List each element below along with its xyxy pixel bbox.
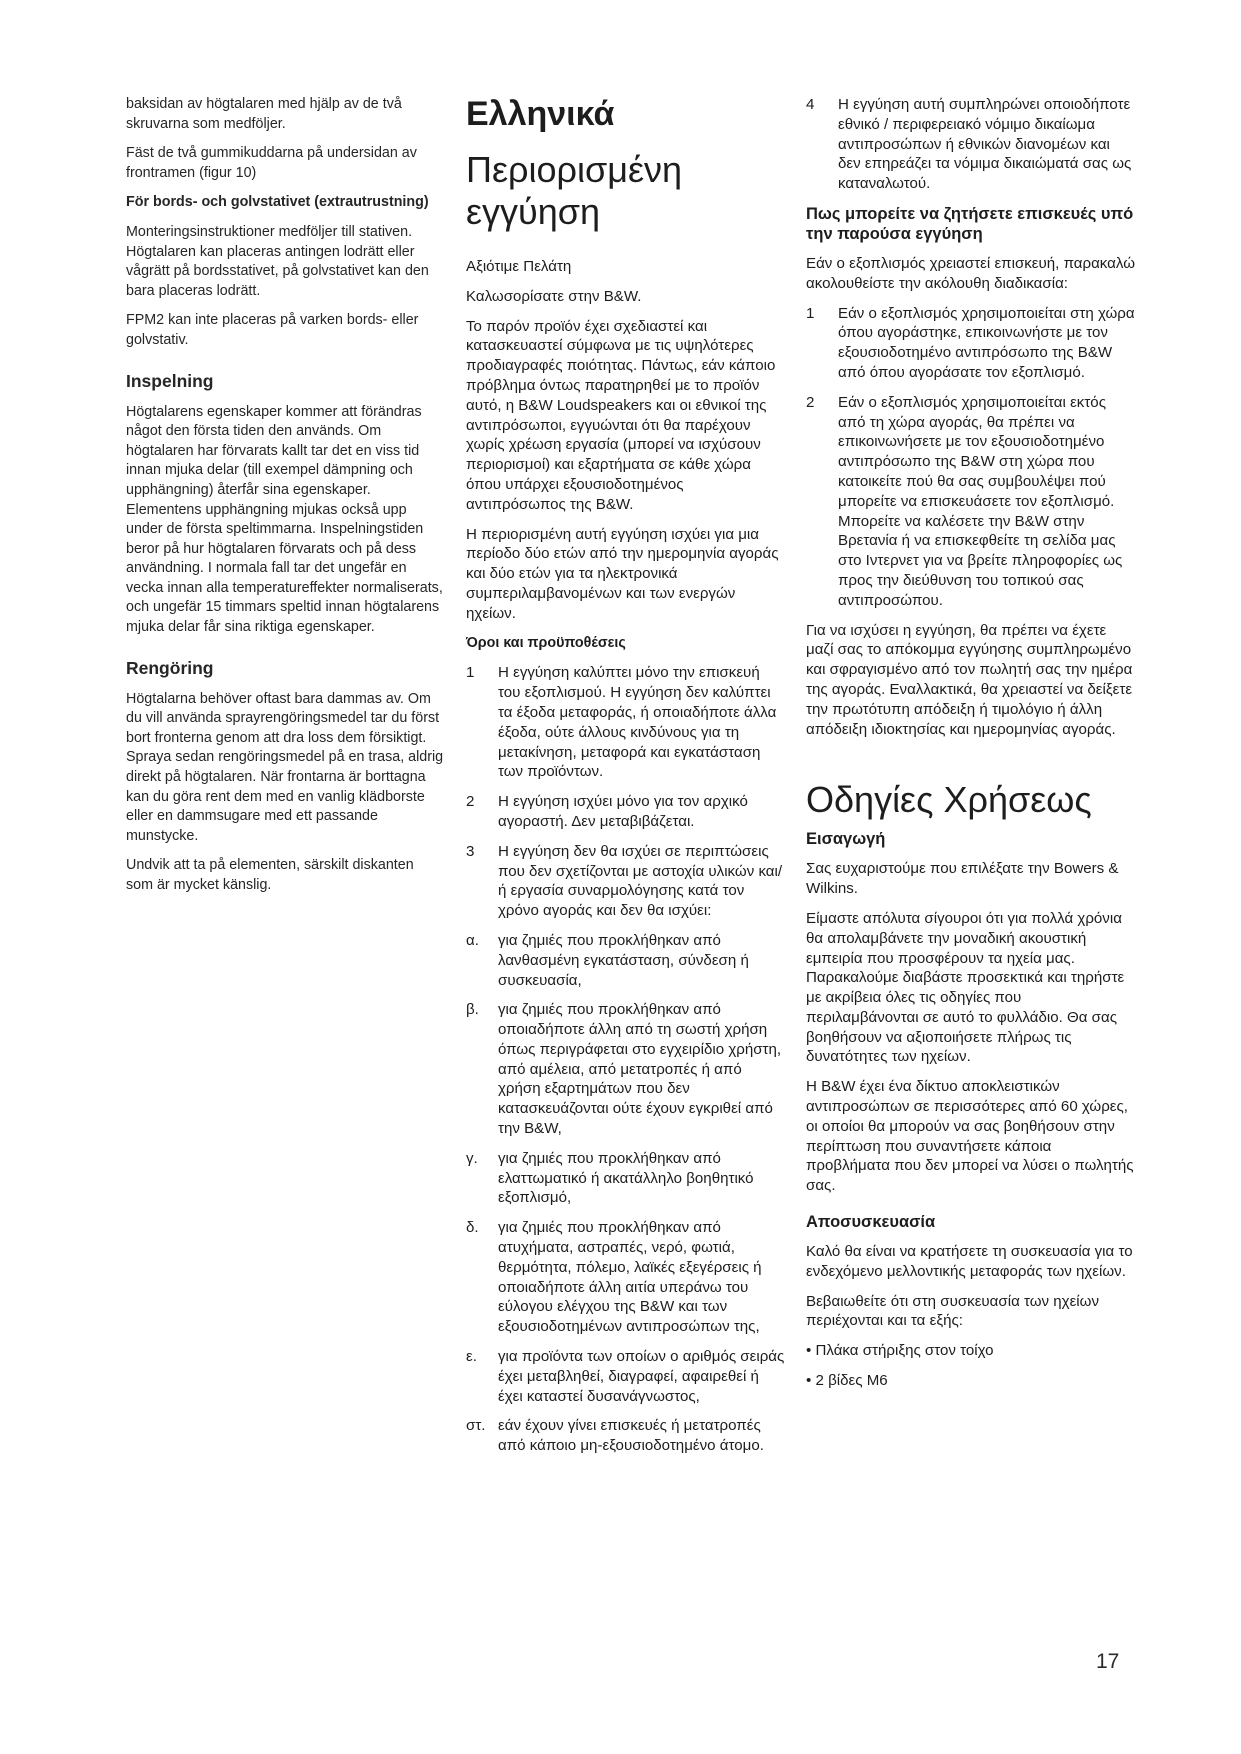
bullet-item: • Πλάκα στήριξης στον τοίχο <box>806 1342 994 1360</box>
language-heading: Ελληνικά <box>466 95 615 133</box>
list-item <box>466 792 786 832</box>
paragraph: Είμαστε απόλυτα σίγουροι ότι για πολλά χρόνια θα απολαμβάνετε την μοναδική ακουστική εμπειρία που προσφέρουν τα ηχεία μας. Παρακαλούμε διαβάστε προσεκτικά και τηρήστε με ακρίβεια όλες τις οδηγίες που περιλαμβάνονται σε αυτό το φυλλάδιο. Θα σας βοηθήσουν να αξιοποιήσετε πλήρως τις δυνατότητες των ηχείων. <box>806 909 1125 1066</box>
list-item <box>466 1416 786 1456</box>
paragraph: Undvik att ta på elementen, särskilt diskanten som är mycket känslig. <box>126 857 414 893</box>
paragraph: FPM2 kan inte placeras på varken bords- eller golvstativ. <box>126 312 419 348</box>
list-item <box>806 393 1136 611</box>
subheading-terms: Όροι και προϋποθέσεις <box>466 634 626 651</box>
item-text: εάν έχουν γίνει επισκευές ή μετατροπές από κάποιο μη-εξουσιοδοτημένο άτομο. <box>498 1417 764 1455</box>
item-text: Εάν ο εξοπλισμός χρησιμοποιείται στη χώρα όπου αγοράστηκε, επικοινωνήστε με τον εξουσιοδοτημένο αντιπρόσωπο της B&W από όπου αγοράσατε τον εξοπλισμό. <box>838 304 1135 381</box>
item-letter: α. <box>466 931 479 949</box>
list-item <box>466 842 786 921</box>
list-item <box>466 1149 786 1208</box>
paragraph: Högtalarens egenskaper kommer att förändras något den första tiden den används. Om högtalaren har förvarats kallt tar det en viss tid innan mjuka delar (till exempel dämpning och upphängning) återfår sina egenskaper. Elementens upphängning mjukas också upp under de första speltimmarna. Inspelningstiden beror på hur högtalaren förvarats och på dess användning. I normala fall tar det ungefär en vecka innan alla temperatureffekter normaliserats, och ungefär 15 timmars speltid innan högtalarens mjuka delar får sina riktiga egenskaper. <box>126 403 443 636</box>
list-item <box>806 95 1136 194</box>
item-text: Η εγγύηση δεν θα ισχύει σε περιπτώσεις που δεν σχετίζονται με αστοχία υλικών και/ή εργασία συναρμολόγησης κατά τον χρόνο αγοράς και δεν θα ισχύει: <box>498 842 783 920</box>
subheading-repairs: Πως μπορείτε να ζητήσετε επισκευές υπό την παρούσα εγγύηση <box>806 204 1134 243</box>
item-letter: β. <box>466 1001 479 1019</box>
paragraph: Fäst de två gummikuddarna på undersidan av frontramen (figur 10) <box>126 145 417 181</box>
item-text: Εάν ο εξοπλισμός χρησιμοποιείται εκτός από τη χώρα αγοράς, θα πρέπει να επικοινωνήσετε με τον εξουσιοδοτημένο αντιπρόσωπο της B&W στη χώρα που κατοικείτε πού θα σας συμβουλέψει πού μπορείτε να επισκευάσετε τον εξοπλισμό. Μπορείτε να καλέσετε την B&W στην Βρετανία ή να επισκεφθείτε τη σελίδα μας στο Ιντερνετ για να βρείτε πληροφορίες ως προς την διεύθυνση του τοπικού σας αντιπροσώπου. <box>838 393 1123 609</box>
item-number: 1 <box>466 664 475 682</box>
paragraph: Εάν ο εξοπλισμός χρειαστεί επισκευή, παρακαλώ ακολουθείστε την ακόλουθη διαδικασία: <box>806 254 1135 292</box>
item-number: 1 <box>806 304 815 322</box>
list-item <box>806 304 1136 383</box>
paragraph: Η B&W έχει ένα δίκτυο αποκλειστικών αντιπροσώπων σε περισσότερες από 60 χώρες, οι οποίοι θα μπορούν να σας βοηθήσουν στην περίπτωση που συναντήσετε κάποια προβλήματα που δεν μπορεί να λύσει ο πωλητής σας. <box>806 1078 1134 1195</box>
subheading-stativ: För bords- och golvstativet (extrautrustning) <box>126 194 429 211</box>
subheading-unpacking: Αποσυσκευασία <box>806 1213 936 1232</box>
item-letter: ε. <box>466 1348 477 1366</box>
paragraph: Καλωσορίσατε στην B&W. <box>466 287 642 305</box>
list-item <box>466 1000 786 1139</box>
paragraph: Αξιότιμε Πελάτη <box>466 258 572 275</box>
section-title-warranty: Περιορισμένη εγγύηση <box>466 149 683 232</box>
paragraph: Η περιορισμένη αυτή εγγύηση ισχύει για μια περίοδο δύο ετών από την ημερομηνία αγοράς και δύο ετών για τα ηλεκτρονικά συμπεριλαμβανομένων και των ενεργών ηχείων. <box>466 525 779 622</box>
swedish-column <box>126 95 444 906</box>
greek-warranty-column <box>466 95 786 1466</box>
page-number: 17 <box>1096 1650 1120 1673</box>
item-number: 2 <box>466 793 475 811</box>
heading-inspelning: Inspelning <box>126 370 214 391</box>
item-text: Η εγγύηση αυτή συμπληρώνει οποιοδήποτε εθνικό / περιφερειακό νόμιμο δικαίωμα αντιπροσώπων ή εθνικών διανομέων και δεν επηρεάζει τα νόμιμα δικαιώματά σας ως καταναλωτού. <box>838 96 1132 193</box>
paragraph: Το παρόν προϊόν έχει σχεδιαστεί και κατασκευαστεί σύμφωνα με τις υψηλότερες προδιαγραφές ποιότητας. Πάντως, εάν κάποιο πρόβλημα όντως παρατηρηθεί με το προϊόν αυτό, η B&W Loudspeakers και οι εθνικοί της αντιπρόσωποι, εγγυώνται ότι θα παρέχουν χωρίς χρέωση εργασία (μπορεί να ισχύσουν περιορισμοί) και εξαρτήματα σε κάθε χώρα όπου υπάρχει εξουσιοδοτημένος αντιπρόσωπος της B&W. <box>466 317 776 513</box>
heading-rengoring: Rengöring <box>126 657 214 678</box>
paragraph: baksidan av högtalaren med hjälp av de två skruvarna som medföljer. <box>126 96 402 132</box>
paragraph: Καλό θα είναι να κρατήσετε τη συσκευασία για το ενδεχόμενο μελλοντικής μεταφοράς των ηχείων. <box>806 1243 1133 1280</box>
item-letter: δ. <box>466 1219 479 1237</box>
item-text: για ζημιές που προκλήθηκαν από οποιαδήποτε άλλη από τη σωστή χρήση όπως περιγράφεται στο εγχειρίδιο χρήστη, από αμέλεια, από μετατροπές ή από χρήση εξαρτημάτων που δεν κατασκευάζονται ούτε έχουν εγκριθεί από την B&W, <box>498 1001 782 1138</box>
greek-instructions-column <box>806 95 1136 1401</box>
paragraph: Monteringsinstruktioner medföljer till stativen. Högtalaren kan placeras antingen lodrätt eller vågrätt på bordsstativet, på golvstativet kan den bara placeras lodrätt. <box>126 223 429 299</box>
list-item <box>466 1347 786 1406</box>
item-text: για ζημιές που προκλήθηκαν από ατυχήματα, αστραπές, νερό, φωτιά, θερμότητα, πόλεμο, λαϊκές εξεγέρσεις ή οποιαδήποτε άλλη αιτία υπεράνω του εύλογου ελέγχου της B&W και των εξουσιοδοτημένων αντιπροσώπων της, <box>498 1219 762 1336</box>
item-number: 3 <box>466 842 475 860</box>
section-title-instructions: Οδηγίες Χρήσεως <box>806 779 1092 821</box>
item-text: Η εγγύηση καλύπτει μόνο την επισκευή του εξοπλισμού. Η εγγύηση δεν καλύπτει τα έξοδα μεταφοράς, ή οποιαδήποτε άλλα έξοδα, ούτε άλλους κινδύνους για τη μετακίνηση, μεταφορά και εγκατάσταση των προϊόντων. <box>498 664 777 781</box>
paragraph: Βεβαιωθείτε ότι στη συσκευασία των ηχείων περιέχονται και τα εξής: <box>806 1292 1099 1330</box>
item-letter: γ. <box>466 1149 478 1167</box>
item-text: για ζημιές που προκλήθηκαν από λανθασμένη εγκατάσταση, σύνδεση ή συσκευασία, <box>498 931 749 989</box>
bullet-item: • 2 βίδες M6 <box>806 1372 888 1390</box>
list-item <box>466 931 786 990</box>
item-text: για προϊόντα των οποίων ο αριθμός σειράς έχει μεταβληθεί, διαγραφεί, αφαιρεθεί ή έχει καταστεί δυσανάγνωστος, <box>498 1348 785 1405</box>
paragraph: Σας ευχαριστούμε που επιλέξατε την Bowers & Wilkins. <box>806 860 1119 898</box>
item-number: 4 <box>806 96 815 113</box>
paragraph: Högtalarna behöver oftast bara dammas av. Om du vill använda sprayrengöringsmedel tar du först bort fronterna genom att dra loss dem försiktigt. Spraya sedan rengöringsmedel på en trasa, aldrig direkt på högtalaren. När frontarna är borttagna kan du göra rent dem med en vanlig klädborste eller en dammsugare med ett passande munstycke. <box>126 690 444 844</box>
item-text: για ζημιές που προκλήθηκαν από ελαττωματικό ή ακατάλληλο βοηθητικό εξοπλισμό, <box>498 1149 754 1207</box>
list-item <box>466 663 786 782</box>
subheading-intro: Εισαγωγή <box>806 830 886 849</box>
list-item <box>466 1218 786 1337</box>
item-text: Η εγγύηση ισχύει μόνο για τον αρχικό αγοραστή. Δεν μεταβιβάζεται. <box>498 793 748 830</box>
item-letter: στ. <box>466 1417 486 1435</box>
paragraph: Για να ισχύσει η εγγύηση, θα πρέπει να έχετε μαζί σας το απόκομμα εγγύησης συμπληρωμένο και σφραγισμένο από τον πωλητή σας την ημέρα της αγοράς. Εναλλακτικά, θα χρειαστεί να δείξετε την πρωτότυπη απόδειξη ή τιμολόγιο ή άλλη απόδειξη ιδιοκτησίας και ημερομηνίας αγοράς. <box>806 621 1133 738</box>
item-number: 2 <box>806 393 815 411</box>
